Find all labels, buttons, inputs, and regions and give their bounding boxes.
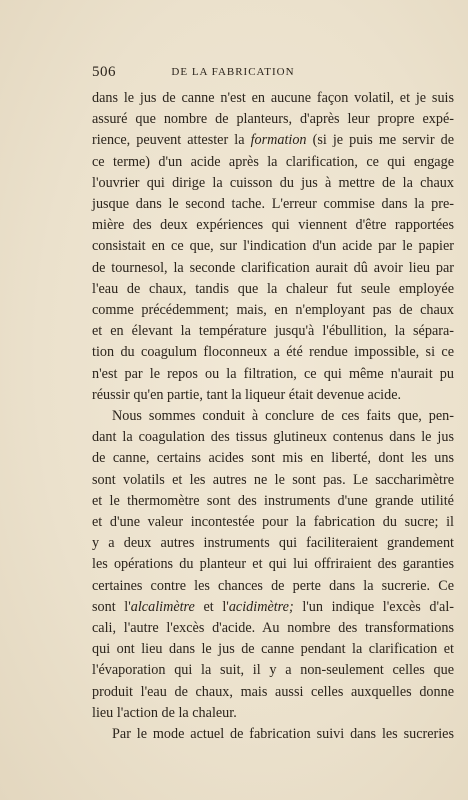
text-line: produit l'eau de chaux, mais aussi celles auxquelles donne (92, 683, 454, 700)
text-line: comme précédemment; mais, en n'employant pas de chaux (92, 302, 454, 319)
text-line: n'est par le repos ou la filtration, ce qui même n'aurait pu (92, 365, 454, 382)
text-line: Par le mode actuel de fabrication suivi dans les sucreries (112, 726, 454, 743)
text-line: y a deux autres instruments qui faciliteraient grandement (92, 535, 454, 552)
text-line: et le thermomètre sont des instruments d'une grande utilité (92, 492, 454, 509)
text-line: sont volatils et les autres ne le sont pas. Le saccharimètre (92, 471, 454, 488)
italic-word-formation: formation (250, 132, 307, 149)
text-line: l'eau de chaux, tandis que la chaleur fut seule employée (92, 280, 454, 297)
body-text (92, 88, 454, 745)
running-head: DE LA FABRICATION (171, 66, 295, 78)
text-line: et d'une valeur incontestée pour la fabrication du sucre; il (92, 514, 454, 531)
paragraph-1 (92, 88, 454, 406)
italic-word-acidimetre: acidimètre; (228, 598, 294, 615)
text-line-with-italic (92, 597, 454, 618)
text-line: réussir qu'en partie, tant la liqueur était devenue acide. (92, 386, 402, 403)
text-line: et en élevant la température jusqu'à l'ébullition, la sépara- (92, 323, 454, 340)
text-line: dans le jus de canne n'est en aucune façon volatil, et je suis (92, 90, 454, 106)
text-segment: sont l' (92, 598, 131, 615)
text-line: dant la coagulation des tissus glutineux contenus dans le jus (92, 429, 454, 446)
page-header (92, 64, 454, 82)
text-line: tion du coagulum floconneux a été rendue impossible, si ce (92, 344, 454, 361)
text-segment: l'un indique l'excès d'al- (293, 598, 454, 615)
text-line: l'ouvrier qui dirige la cuisson du jus à mettre de la chaux (92, 174, 454, 191)
text-line: Nous sommes conduit à conclure de ces faits que, pen- (112, 408, 454, 425)
text-line: consistait en ce que, sur l'indication d'un acide par le papier (92, 238, 454, 255)
text-line: ce terme) d'un acide après la clarification, ce qui engage (92, 153, 454, 170)
text-segment: rience, peuvent attester la (92, 132, 251, 149)
text-line: de tournesol, la seconde clarification aurait dû avoir lieu par (92, 259, 454, 276)
text-segment: (si je puis me servir de (306, 132, 454, 149)
text-line: les opérations du planteur et qui lui offriraient des garanties (92, 556, 454, 573)
text-line-with-italic (92, 130, 454, 151)
text-line: l'évaporation qui la suit, il y a non-seulement celles que (92, 662, 454, 679)
text-line: qui ont lieu dans le jus de canne pendant la clarification et (92, 641, 454, 658)
italic-word-alcalimetre: alcalimètre (130, 598, 195, 615)
text-line: mière des deux expériences qui viennent d'être rapportées (92, 217, 454, 234)
text-line: lieu l'action de la chaleur. (92, 704, 237, 721)
page-number: 506 (92, 64, 116, 80)
text-line: cali, l'autre l'excès d'acide. Au nombre des transformations (92, 620, 454, 637)
paragraph-3 (92, 724, 454, 745)
text-segment: et l' (194, 598, 229, 615)
text-line: de canne, certains acides sont mis en liberté, dont les uns (92, 450, 454, 467)
text-line: assuré que nombre de planteurs, d'après leur propre expé- (92, 111, 454, 128)
text-line: jusque dans le second tache. L'erreur commise dans la pre- (92, 196, 454, 213)
text-line: certaines contre les chances de perte dans la sucrerie. Ce (92, 577, 454, 594)
paragraph-2 (92, 406, 454, 724)
